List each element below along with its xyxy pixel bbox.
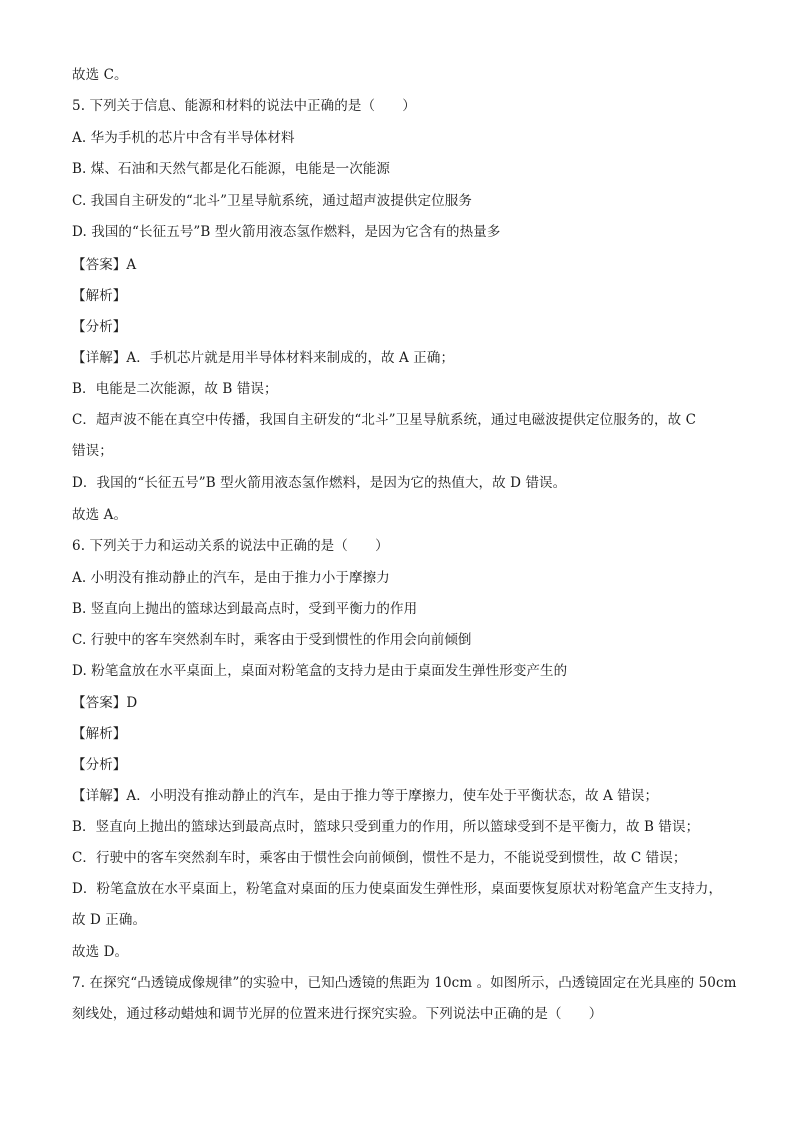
question-6-stem: 6. 下列关于力和运动关系的说法中正确的是（ ） <box>72 538 389 554</box>
conclusion-line: 故选 D。 <box>72 944 129 960</box>
detail-line: B．电能是二次能源，故 B 错误； <box>72 381 278 397</box>
detail-line: C．行驶中的客车突然刹车时，乘客由于惯性会向前倾倒，惯性不是力，不能说受到惯性，故 C 错误； <box>72 850 687 866</box>
detail-line: D．粉笔盒放在水平桌面上，粉笔盒对桌面的压力使桌面发生弹性形，桌面要恢复原状对粉笔盒产生支持力， <box>72 881 723 897</box>
analysis-label: 【解析】 <box>72 288 127 304</box>
question-5-stem: 5. 下列关于信息、能源和材料的说法中正确的是（ ） <box>72 98 416 114</box>
option-a: A. 小明没有推动静止的汽车，是由于推力小于摩擦力 <box>72 570 390 586</box>
text-line: 故选 C。 <box>72 67 128 83</box>
answer-label: 【答案】A <box>72 257 137 273</box>
analysis-heading: 【分析】 <box>72 757 127 773</box>
option-d: D. 粉笔盒放在水平桌面上，桌面对粉笔盒的支持力是由于桌面发生弹性形变产生的 <box>72 663 568 679</box>
detail-line: 故 D 正确。 <box>72 912 147 928</box>
option-d: D. 我国的“长征五号”B 型火箭用液态氢作燃料，是因为它含有的热量多 <box>72 224 501 240</box>
conclusion-line: 故选 A。 <box>72 507 128 523</box>
question-7-stem: 7. 在探究“凸透镜成像规律”的实验中，已知凸透镜的焦距为 10cm 。如图所示，凸透镜固定在光具座的 50cm <box>72 975 737 991</box>
detail-line: B．竖直向上抛出的篮球达到最高点时，篮球只受到重力的作用，所以篮球受到不是平衡力，故 B 错误； <box>72 819 700 835</box>
option-b: B. 煤、石油和天然气都是化石能源，电能是一次能源 <box>72 161 391 177</box>
option-c: C. 我国自主研发的“北斗”卫星导航系统，通过超声波提供定位服务 <box>72 193 472 209</box>
option-c: C. 行驶中的客车突然刹车时，乘客由于受到惯性的作用会向前倾倒 <box>72 632 472 648</box>
option-a: A. 华为手机的芯片中含有半导体材料 <box>72 130 295 146</box>
analysis-heading: 【分析】 <box>72 319 127 335</box>
option-b: B. 竖直向上抛出的篮球达到最高点时，受到平衡力的作用 <box>72 601 418 617</box>
detail-line: 错误； <box>72 443 113 459</box>
analysis-label: 【解析】 <box>72 726 127 742</box>
detail-line: 【详解】A．手机芯片就是用半导体材料来制成的，故 A 正确； <box>72 350 455 366</box>
detail-line: D．我国的“长征五号”B 型火箭用液态氢作燃料，是因为它的热值大，故 D 错误。 <box>72 475 567 491</box>
detail-line: 【详解】A．小明没有推动静止的汽车，是由于推力等于摩擦力，使车处于平衡状态，故 A 错误； <box>72 788 659 804</box>
question-7-stem-cont: 刻线处，通过移动蜡烛和调节光屏的位置来进行探究实验。下列说法中正确的是（ ） <box>72 1006 603 1022</box>
answer-label: 【答案】D <box>72 695 138 711</box>
detail-line: C．超声波不能在真空中传播，我国自主研发的“北斗”卫星导航系统，通过电磁波提供定位服务的，故 C <box>72 412 697 428</box>
